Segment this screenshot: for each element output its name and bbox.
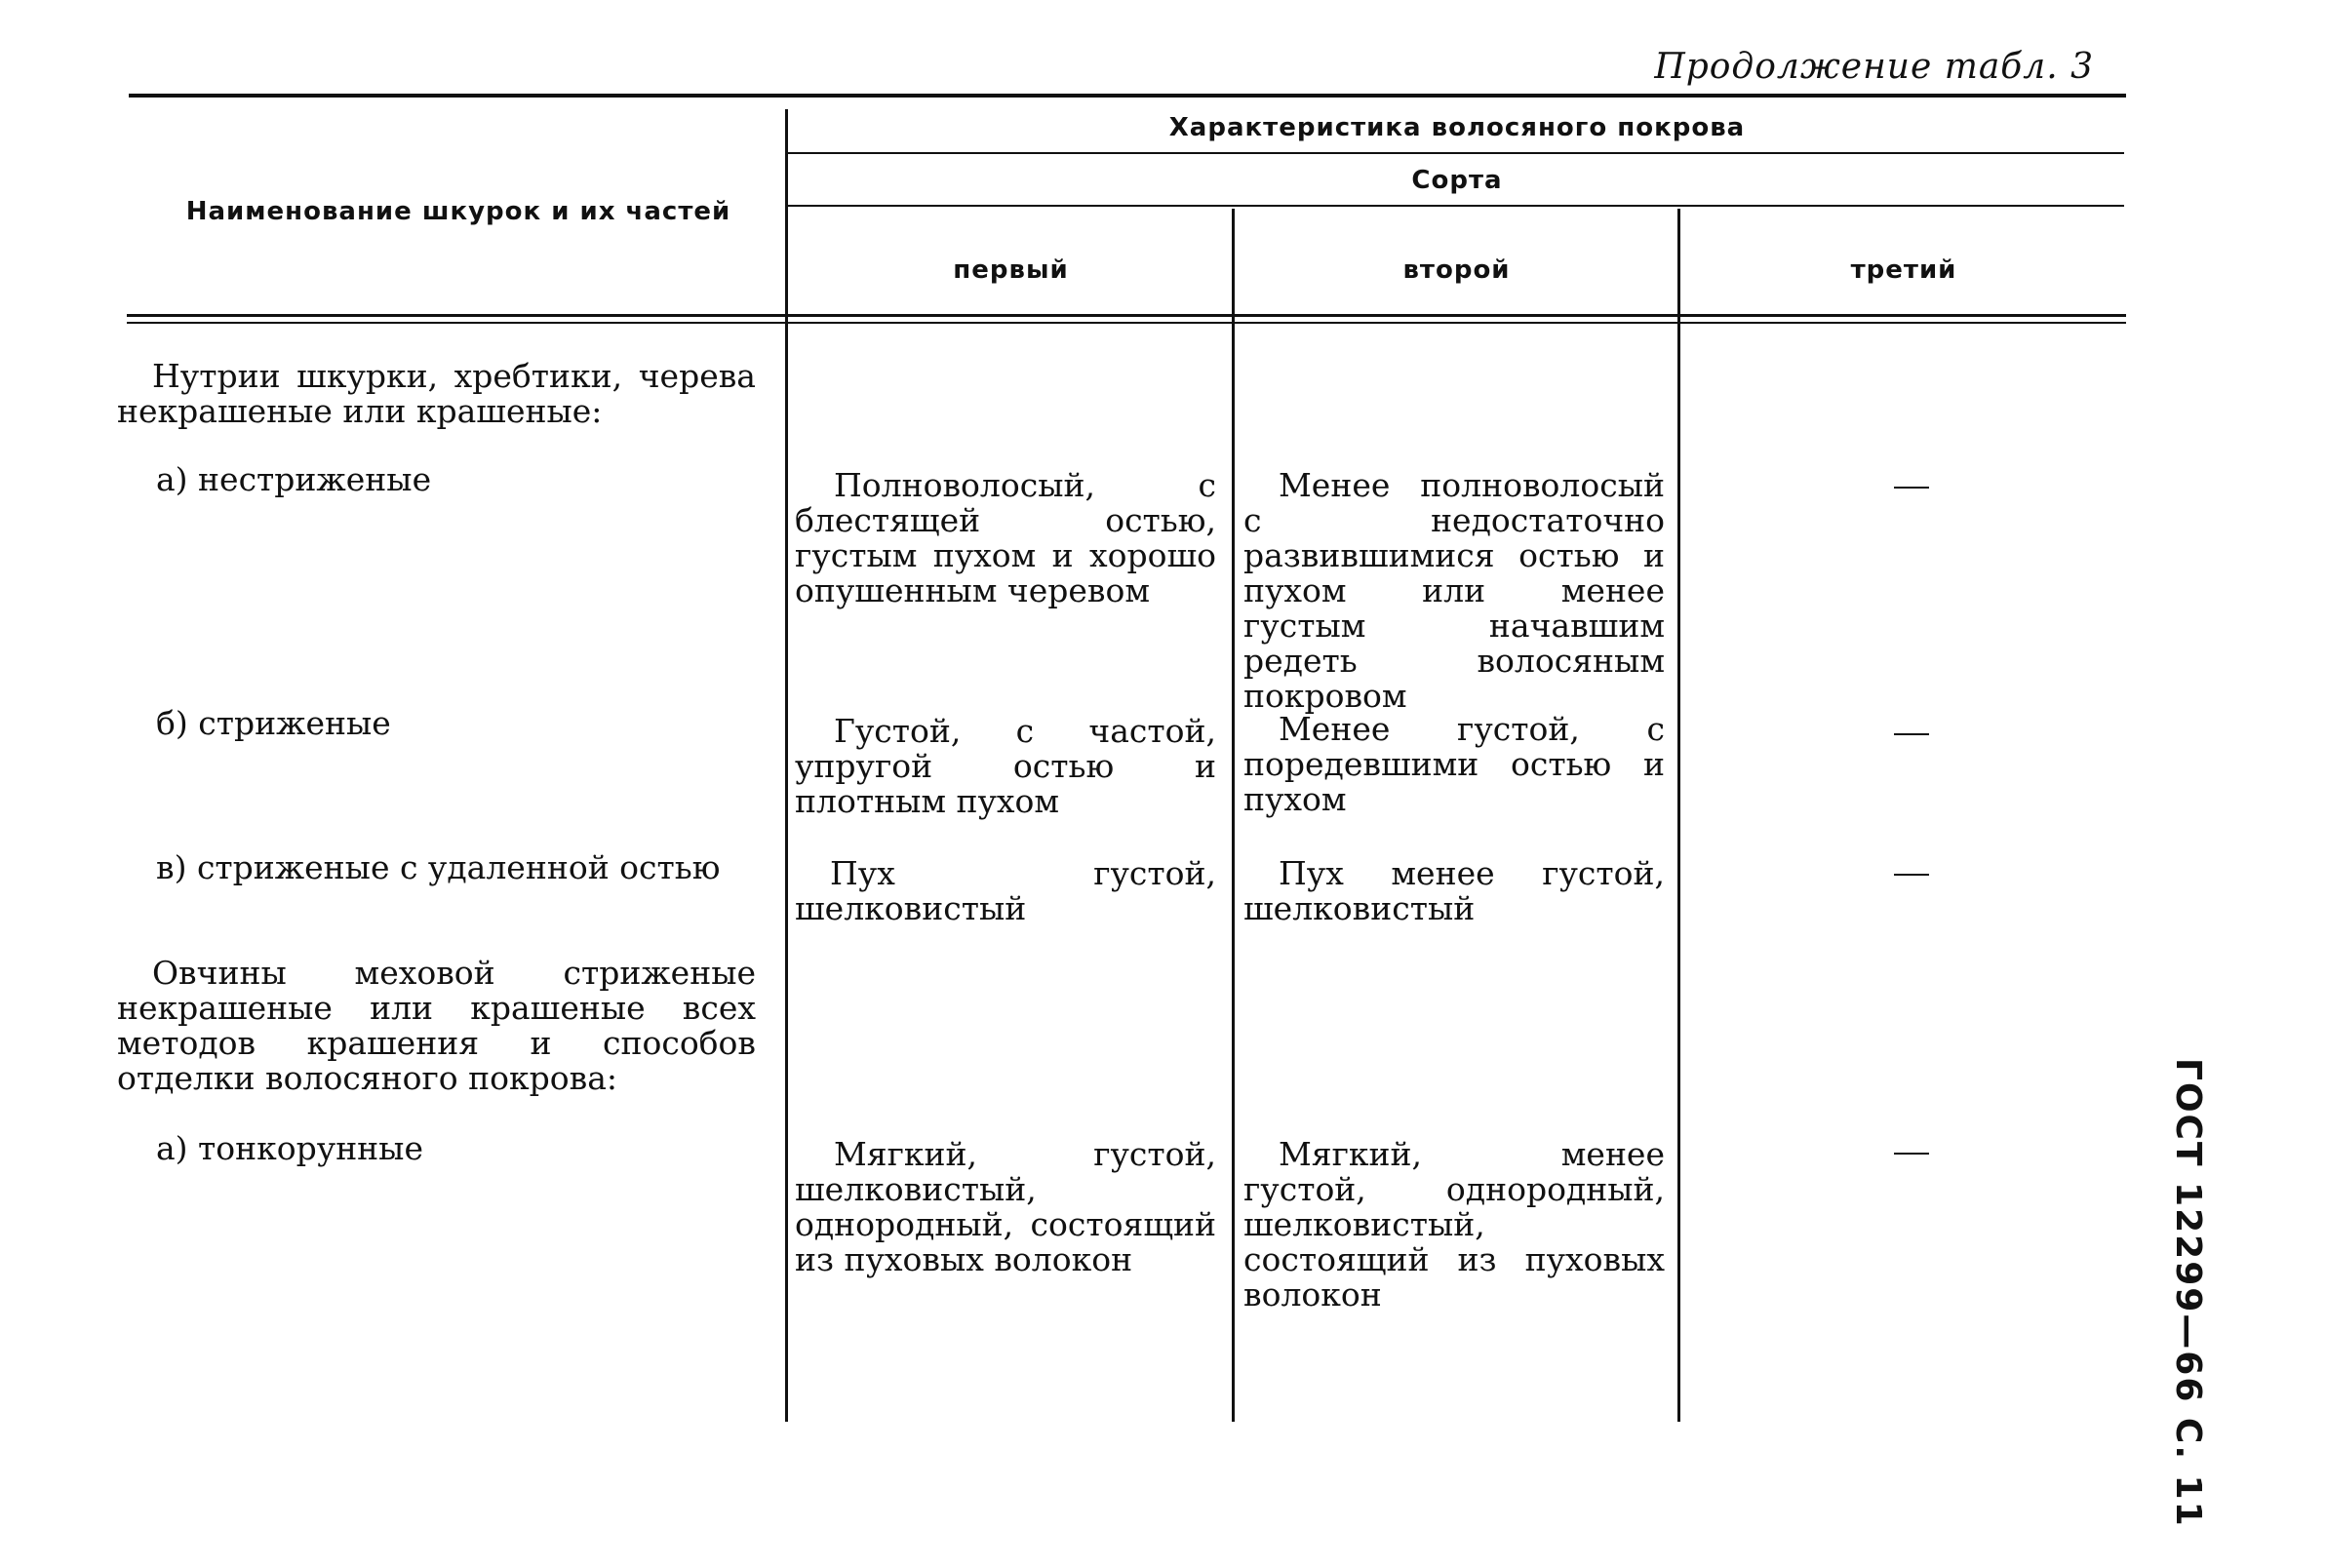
row-name-unsheared: а) нестриженые <box>156 460 432 498</box>
header-grade-first: первый <box>953 255 1069 285</box>
header-bottom-rule <box>127 314 2126 317</box>
row-second-fine-wool: Мягкий, менее густой, однородный, шелковистый, состоящий из пуховых волокон <box>1243 1135 1665 1313</box>
row-name-sheared-no-guard: в) стриженые с удаленной остью <box>156 848 721 886</box>
header-name-column: Наименование шкурок и их частей <box>185 197 731 226</box>
row-name-fine-wool: а) тонкорунные <box>156 1129 423 1167</box>
header-subgroup-rule <box>788 205 2124 207</box>
column-divider-2 <box>1232 209 1235 1422</box>
row-second-sheared-no-guard: Пух менее густой, шелковистый <box>1243 854 1665 927</box>
header-grade-second: второй <box>1402 255 1511 285</box>
row-second-unsheared: Менее полноволосый с недостаточно развившимися остью и пухом или менее густым начавшим редеть волосяным покровом <box>1243 466 1665 715</box>
row-name-sheepskin-section: Овчины меховой стриженые некрашеные или крашеные всех методов крашения и способов отделки волосяного покрова: <box>117 954 756 1097</box>
row-third-unsheared <box>1894 487 1929 489</box>
row-third-fine-wool-text <box>1894 1137 1895 1138</box>
header-group: Характеристика волосяного покрова <box>1168 113 1746 142</box>
side-standard-label: ГОСТ 12299—66 С. 11 <box>2168 1058 2208 1528</box>
row-third-sheared-no-guard <box>1894 874 1929 876</box>
row-first-fine-wool: Мягкий, густой, шелковистый, однородный, состоящий из пуховых волокон <box>795 1135 1216 1278</box>
row-second-sheared: Менее густой, с поредевшими остью и пухом <box>1243 710 1665 818</box>
header-grade-third: третий <box>1850 255 1957 285</box>
table-caption: Продолжение табл. 3 <box>1654 47 2094 87</box>
row-first-unsheared: Полноволосый, с блестящей остью, густым пухом и хорошо опушенным черевом <box>795 466 1216 609</box>
row-first-sheared-no-guard: Пух густой, шелковистый <box>795 854 1216 927</box>
row-third-unsheared-text <box>1894 468 1895 469</box>
row-third-sheared-no-guard-text <box>1894 856 1895 857</box>
column-divider-1 <box>785 109 788 1422</box>
row-third-fine-wool <box>1894 1153 1929 1155</box>
header-group-rule <box>788 152 2124 154</box>
header-bottom-rule-2 <box>127 322 2126 324</box>
column-divider-3 <box>1677 209 1680 1422</box>
row-third-sheared-text <box>1894 714 1895 715</box>
table-top-rule <box>129 94 2126 98</box>
row-name-nutria-section: Нутрии шкурки, хребтики, черева некрашеные или крашеные: <box>117 357 756 430</box>
row-name-sheared: б) стриженые <box>156 704 391 742</box>
row-first-sheared: Густой, с частой, упругой остью и плотным пухом <box>795 712 1216 820</box>
header-subgroup: Сорта <box>1411 166 1503 195</box>
row-third-sheared <box>1894 733 1929 735</box>
